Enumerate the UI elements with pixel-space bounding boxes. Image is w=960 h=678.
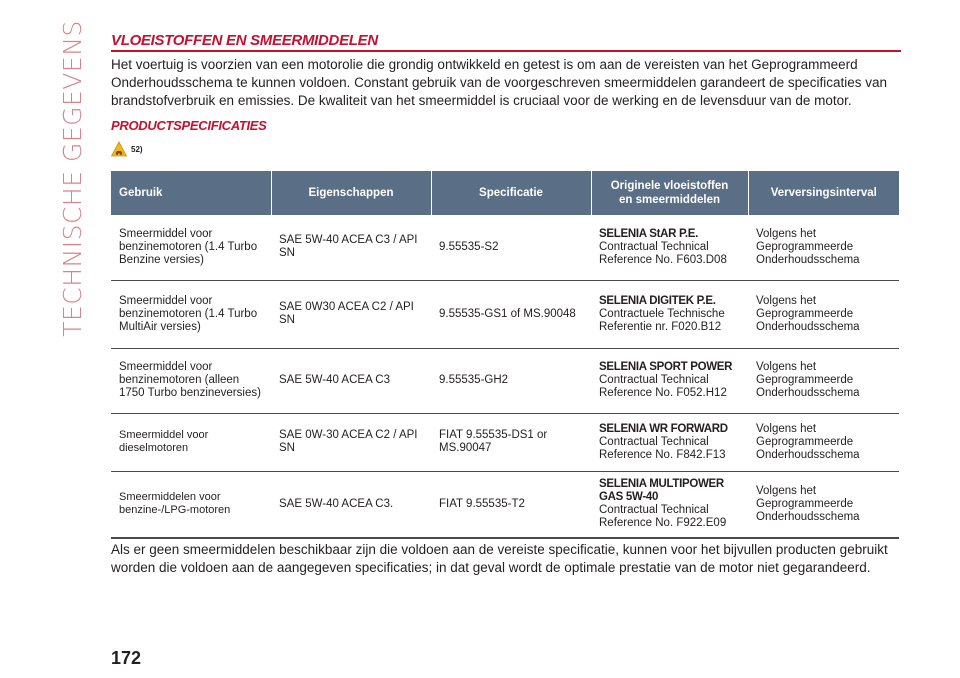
cell-product <box>591 280 748 348</box>
product-reference: Contractual Technical Reference No. F922.E09 <box>599 504 727 530</box>
product-name: SELENIA WR FORWARD <box>599 422 728 435</box>
cell-interval: Volgens het Geprogrammeerde Onderhoudsschema <box>748 280 899 348</box>
header-usage: Gebruik <box>111 171 271 215</box>
header-original-fluids <box>591 171 748 215</box>
page-content <box>111 32 901 577</box>
warning-ref-number: 52) <box>131 144 143 154</box>
header-interval: Verversingsinterval <box>748 171 899 215</box>
table-row <box>111 348 899 413</box>
cell-specification: 9.55535-GH2 <box>431 348 591 413</box>
header-specification: Specificatie <box>431 171 591 215</box>
product-name: SELENIA DIGITEK P.E. <box>599 294 716 307</box>
cell-specification: 9.55535-S2 <box>431 215 591 280</box>
table-row <box>111 471 899 538</box>
header-original-line2: en smeermiddelen <box>619 194 720 206</box>
cell-properties: SAE 5W-40 ACEA C3 / API SN <box>271 215 431 280</box>
warning-reference <box>111 139 901 159</box>
product-name: SELENIA SPORT POWER <box>599 361 733 373</box>
header-original-line1: Originele vloeistoffen <box>610 180 729 192</box>
cell-product <box>591 215 748 280</box>
cell-properties: SAE 0W30 ACEA C2 / API SN <box>271 280 431 348</box>
cell-usage: Smeermiddel voor benzinemotoren (alleen 1750 Turbo benzineversies) <box>111 348 271 413</box>
cell-specification: 9.55535-GS1 of MS.90048 <box>431 280 591 348</box>
cell-interval: Volgens het Geprogrammeerde Onderhoudsschema <box>748 215 899 280</box>
cell-usage: Smeermiddel voor benzinemotoren (1.4 Turbo Benzine versies) <box>111 215 271 280</box>
cell-usage: Smeermiddel voor dieselmotoren <box>111 413 271 471</box>
intro-paragraph: Het voertuig is voorzien van een motorolie die grondig ontwikkeld en getest is om aan de vereisten van het Geprogrammeerd Onderhoudsschema te kunnen voldoen. Constant gebruik van de voorgeschreven smeermiddelen garandeert de specificaties van brandstofverbruik en emissies. De kwaliteit van het smeermiddel is cruciaal voor de werking en de levensduur van de motor. <box>111 57 887 108</box>
cell-properties: SAE 5W-40 ACEA C3. <box>271 471 431 538</box>
page-number: 172 <box>111 648 142 668</box>
section-title: VLOEISTOFFEN EN SMEERMIDDELEN <box>111 32 901 52</box>
cell-interval: Volgens het Geprogrammeerde Onderhoudsschema <box>748 413 899 471</box>
product-reference: Contractuele Technische Referentie nr. F020.B12 <box>599 307 725 333</box>
cell-product <box>591 413 748 471</box>
product-reference: Contractual Technical Reference No. F842.F13 <box>599 435 726 461</box>
warning-triangle-icon <box>111 141 127 157</box>
table-header-row <box>111 171 899 215</box>
product-reference: Contractual Technical Reference No. F603.D08 <box>599 240 727 266</box>
table-row <box>111 215 899 280</box>
product-name: SELENIA StAR P.E. <box>599 227 699 240</box>
product-reference: Contractual Technical Reference No. F052.H12 <box>599 374 727 399</box>
table-row <box>111 413 899 471</box>
product-spec-table <box>111 171 899 539</box>
cell-product <box>591 471 748 538</box>
subsection-title: PRODUCTSPECIFICATIES <box>111 118 267 133</box>
cell-interval: Volgens het Geprogrammeerde Onderhoudsschema <box>748 348 899 413</box>
cell-specification: FIAT 9.55535-T2 <box>431 471 591 538</box>
cell-usage: Smeermiddelen voor benzine-/LPG-motoren <box>111 471 271 538</box>
cell-specification: FIAT 9.55535-DS1 or MS.90047 <box>431 413 591 471</box>
chapter-title: TECHNISCHE GEGEVENS <box>57 19 87 337</box>
chapter-sidebar <box>56 19 88 337</box>
cell-usage: Smeermiddel voor benzinemotoren (1.4 Turbo MultiAir versies) <box>111 280 271 348</box>
table-row <box>111 280 899 348</box>
cell-interval: Volgens het Geprogrammeerde Onderhoudsschema <box>748 471 899 538</box>
footer-paragraph: Als er geen smeermiddelen beschikbaar zijn die voldoen aan de vereiste specificatie, kunnen voor het bijvullen producten gebruikt worden die voldoen aan de aangegeven specificaties; in dat geval wordt de optimale prestatie van de motor niet gegarandeerd. <box>111 542 888 575</box>
cell-properties: SAE 5W-40 ACEA C3 <box>271 348 431 413</box>
product-name: SELENIA MULTIPOWER GAS 5W-40 <box>599 478 724 504</box>
cell-properties: SAE 0W-30 ACEA C2 / API SN <box>271 413 431 471</box>
cell-product <box>591 348 748 413</box>
header-properties: Eigenschappen <box>271 171 431 215</box>
